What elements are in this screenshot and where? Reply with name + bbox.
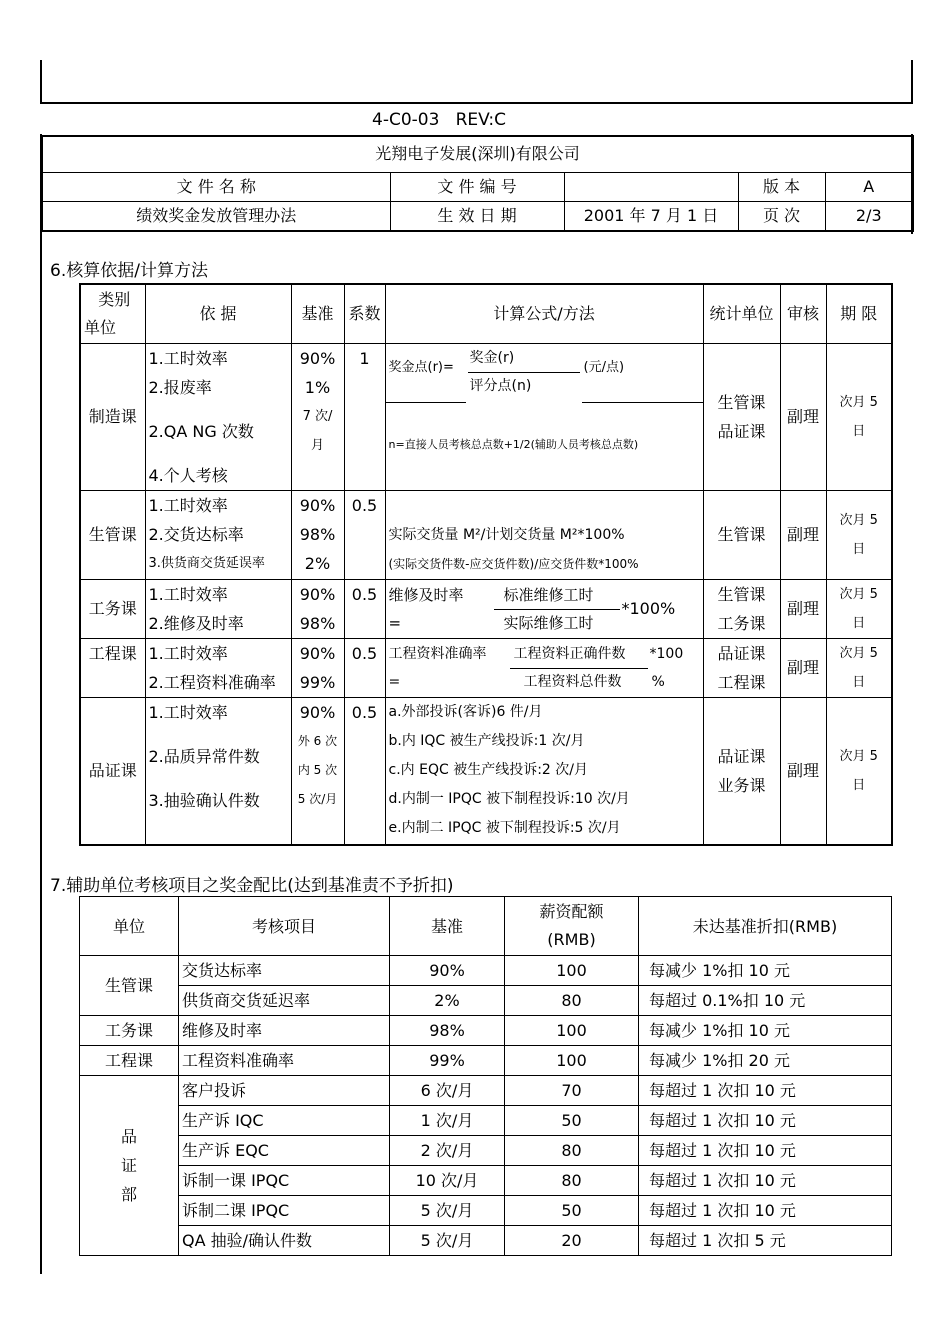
item-cell: 维修及时率 <box>179 1016 390 1046</box>
coef-mfg: 1 <box>344 343 385 490</box>
amount-cell: 80 <box>505 1166 639 1196</box>
category-header <box>80 284 145 343</box>
standard-item: 98% <box>299 525 336 544</box>
basis-item: 1.工时效率 <box>148 584 228 604</box>
stat-pe <box>703 638 780 697</box>
stat-pc: 生管课 <box>703 490 780 579</box>
deduct-cell: 每减少 1%扣 10 元 <box>639 956 892 986</box>
standard-cell: 99% <box>390 1046 505 1076</box>
category-header-top: 类别 <box>98 289 131 309</box>
standard-item: 5 次/月 <box>297 791 338 806</box>
basis-pc <box>145 490 291 579</box>
amount-cell: 100 <box>505 956 639 986</box>
amount-cell: 80 <box>505 1136 639 1166</box>
top-frame-bottom <box>40 102 913 104</box>
unit-pe: 工程课 <box>80 638 145 697</box>
standard-cell: 5 次/月 <box>390 1226 505 1256</box>
unit-char: 部 <box>120 1185 137 1204</box>
review-qa: 副理 <box>780 697 826 845</box>
deduct-cell: 每超过 1 次扣 10 元 <box>639 1106 892 1136</box>
standard-item: 月 <box>310 437 324 453</box>
formula-pe-left1: 工程资料准确率 <box>388 645 487 662</box>
formula-mfg-den: 评分点(n) <box>469 377 532 394</box>
deadline-item: 日 <box>852 541 866 557</box>
standard-cell: 2% <box>390 986 505 1016</box>
stat-unit-header: 统计单位 <box>703 284 780 343</box>
item-cell: 生产诉 IQC <box>179 1106 390 1136</box>
basis-header: 依 据 <box>145 284 291 343</box>
basis-item: 3.抽验确认件数 <box>148 790 260 810</box>
formula-mfg <box>385 343 703 490</box>
stat-item: 品证课 <box>717 421 766 441</box>
file-no-label: 文 件 编 号 <box>390 172 564 201</box>
formula-line: d.内制一 IPQC 被下制程投诉:10 次/月 <box>388 790 630 807</box>
stat-qa <box>703 697 780 845</box>
formula-header: 计算公式/方法 <box>385 284 703 343</box>
file-name-label: 文 件 名 称 <box>42 172 390 201</box>
deduct-cell: 每超过 0.1%扣 10 元 <box>639 986 892 1016</box>
standard-cell: 2 次/月 <box>390 1136 505 1166</box>
formula-line: b.内 IQC 被生产线投诉:1 次/月 <box>388 732 585 749</box>
deadline-item: 日 <box>852 777 866 793</box>
item-cell: 生产诉 EQC <box>179 1136 390 1166</box>
formula-line: a.外部投诉(客诉)6 件/月 <box>388 703 543 720</box>
formula-mfg-note: n=直接人员考核总点数+1/2(辅助人员考核总点数) <box>388 437 639 451</box>
standard-item: 99% <box>299 672 336 692</box>
standard-mfg <box>291 343 344 490</box>
top-frame-left <box>40 60 42 104</box>
basis-item: 2.QA NG 次数 <box>148 421 254 441</box>
group-unit-qa <box>80 1076 179 1256</box>
basis-mfg <box>145 343 291 490</box>
standard-item: 2% <box>304 554 331 573</box>
stat-item: 品证课 <box>717 643 766 663</box>
deduct-cell: 每超过 1 次扣 10 元 <box>639 1166 892 1196</box>
bonus-ratio-table <box>79 896 892 1256</box>
formula-mfg-unit: (元/点) <box>583 359 625 375</box>
deduct-cell: 每超过 1 次扣 10 元 <box>639 1076 892 1106</box>
basis-item: 3.供货商交货延误率 <box>148 556 265 571</box>
standard-cell: 1 次/月 <box>390 1106 505 1136</box>
standard-cell: 98% <box>390 1016 505 1046</box>
stat-item: 生管课 <box>717 392 766 412</box>
formula-eng-num: 标准维修工时 <box>503 585 594 604</box>
review-header: 审核 <box>780 284 826 343</box>
effective-label: 生 效 日 期 <box>390 201 564 231</box>
deadline-item: 次月 5 <box>839 586 878 602</box>
standard-item: 90% <box>299 584 336 604</box>
deadline-eng <box>826 579 892 638</box>
basis-item: 2.工程资料准确率 <box>148 672 276 692</box>
group-unit: 工务课 <box>80 1016 179 1046</box>
deadline-item: 次月 5 <box>839 645 878 661</box>
deadline-item: 次月 5 <box>839 394 878 410</box>
company-name: 光翔电子发展(深圳)有限公司 <box>42 136 913 172</box>
item-cell: 诉制二课 IPQC <box>179 1196 390 1226</box>
coef-pe: 0.5 <box>344 638 385 697</box>
stat-item: 生管课 <box>717 584 766 604</box>
salary-header <box>505 897 639 956</box>
file-no-value <box>564 172 738 201</box>
formula-eng-left1: 维修及时率 <box>388 585 464 604</box>
amount-cell: 20 <box>505 1226 639 1256</box>
basis-item: 1.工时效率 <box>148 643 228 663</box>
deduct-cell: 每减少 1%扣 10 元 <box>639 1016 892 1046</box>
basis-item: 2.维修及时率 <box>148 613 244 633</box>
page-frame-left <box>40 134 42 1274</box>
group-unit: 工程课 <box>80 1046 179 1076</box>
formula-pe-left2: = <box>388 673 401 690</box>
basis-item: 1.工时效率 <box>148 496 228 515</box>
coef-pc: 0.5 <box>344 490 385 579</box>
standard-cell: 90% <box>390 956 505 986</box>
salary-header-line2: (RMB) <box>547 930 596 949</box>
formula-qa <box>385 697 703 845</box>
formula-mfg-left: 奖金点(r)= <box>388 359 454 375</box>
formula-eng-right: *100% <box>621 598 676 618</box>
section-7-title: 7.辅助单位考核项目之奖金配比(达到基准责不予折扣) <box>50 876 454 896</box>
document-header-table <box>41 135 914 232</box>
standard-item: 90% <box>299 702 336 722</box>
standard-cell: 5 次/月 <box>390 1196 505 1226</box>
basis-qa <box>145 697 291 845</box>
item-cell: 交货达标率 <box>179 956 390 986</box>
doc-title: 绩效奖金发放管理办法 <box>42 201 390 231</box>
section-6-title: 6.核算依据/计算方法 <box>50 261 208 281</box>
stat-mfg <box>703 343 780 490</box>
formula-pe-den: 工程资料总件数 <box>523 673 622 690</box>
formula-pc <box>385 490 703 579</box>
unit-char: 品 <box>120 1127 137 1146</box>
standard-pe <box>291 638 344 697</box>
standard-item: 90% <box>299 643 336 663</box>
formula-line: e.内制二 IPQC 被下制程投诉:5 次/月 <box>388 819 621 836</box>
formula-pe <box>385 638 703 697</box>
version-label: 版 本 <box>738 172 825 201</box>
stat-eng <box>703 579 780 638</box>
standard-item: 1% <box>304 377 331 397</box>
review-eng: 副理 <box>780 579 826 638</box>
basis-item: 4.个人考核 <box>148 465 228 485</box>
formula-mfg-num: 奖金(r) <box>469 349 515 366</box>
formula-line: c.内 EQC 被生产线投诉:2 次/月 <box>388 761 588 778</box>
stat-item: 业务课 <box>717 775 766 795</box>
unit-header: 单位 <box>80 897 179 956</box>
deadline-mfg <box>826 343 892 490</box>
basis-item: 2.交货达标率 <box>148 525 244 544</box>
basis-item: 1.工时效率 <box>148 702 228 722</box>
deadline-header: 期 限 <box>826 284 892 343</box>
standard-cell: 6 次/月 <box>390 1076 505 1106</box>
basis-item: 1.工时效率 <box>148 348 228 368</box>
stat-item: 工务课 <box>717 613 766 633</box>
deadline-qa <box>826 697 892 845</box>
review-pe: 副理 <box>780 638 826 697</box>
version-value: A <box>825 172 913 201</box>
page-value: 2/3 <box>825 201 913 231</box>
amount-cell: 100 <box>505 1016 639 1046</box>
standard-item: 90% <box>299 348 336 368</box>
standard-cell: 10 次/月 <box>390 1166 505 1196</box>
deadline-item: 日 <box>852 615 866 631</box>
standard-pc <box>291 490 344 579</box>
deduct-cell: 每超过 1 次扣 5 元 <box>639 1226 892 1256</box>
basis-item: 2.报废率 <box>148 377 212 397</box>
deadline-item: 日 <box>852 674 866 690</box>
formula-pe-num: 工程资料正确件数 <box>513 645 626 662</box>
deduct-header: 未达基准折扣(RMB) <box>639 897 892 956</box>
unit-char: 证 <box>120 1156 137 1175</box>
item-cell: QA 抽验/确认件数 <box>179 1226 390 1256</box>
item-cell: 工程资料准确率 <box>179 1046 390 1076</box>
deadline-item: 次月 5 <box>839 512 878 528</box>
amount-cell: 50 <box>505 1196 639 1226</box>
stat-item: 工程课 <box>717 672 766 692</box>
coef-eng: 0.5 <box>344 579 385 638</box>
basis-eng <box>145 579 291 638</box>
standard-item: 内 5 次 <box>297 762 338 777</box>
standard-header: 基准 <box>390 897 505 956</box>
deadline-pe <box>826 638 892 697</box>
item-cell: 诉制一课 IPQC <box>179 1166 390 1196</box>
standard-header: 基准 <box>291 284 344 343</box>
formula-pe-right1: *100 <box>649 645 684 662</box>
review-mfg: 副理 <box>780 343 826 490</box>
basis-item: 2.品质异常件数 <box>148 746 260 766</box>
basis-pe <box>145 638 291 697</box>
unit-eng: 工务课 <box>80 579 145 638</box>
calc-method-table <box>79 283 893 846</box>
standard-item: 7 次/ <box>302 408 333 424</box>
review-pc: 副理 <box>780 490 826 579</box>
deduct-cell: 每减少 1%扣 20 元 <box>639 1046 892 1076</box>
top-frame-right <box>911 60 913 104</box>
page-label: 页 次 <box>738 201 825 231</box>
amount-cell: 50 <box>505 1106 639 1136</box>
amount-cell: 70 <box>505 1076 639 1106</box>
unit-pc: 生管课 <box>80 490 145 579</box>
deduct-cell: 每超过 1 次扣 10 元 <box>639 1196 892 1226</box>
formula-eng-left2: = <box>388 613 402 632</box>
item-cell: 客户投诉 <box>179 1076 390 1106</box>
formula-line: (实际交货件数-应交货件数)/应交货件数*100% <box>388 556 639 571</box>
coef-header: 系数 <box>344 284 385 343</box>
stat-item: 品证课 <box>717 746 766 766</box>
group-unit: 生管课 <box>80 956 179 1016</box>
doc-code: 4-C0-03 REV:C <box>372 110 507 130</box>
formula-divider-left <box>386 402 466 403</box>
item-header: 考核项目 <box>179 897 390 956</box>
standard-eng <box>291 579 344 638</box>
coef-qa: 0.5 <box>344 697 385 845</box>
deadline-pc <box>826 490 892 579</box>
standard-item: 外 6 次 <box>297 733 338 748</box>
standard-item: 98% <box>299 613 336 633</box>
standard-item: 90% <box>299 496 336 515</box>
deadline-item: 日 <box>852 423 866 439</box>
unit-qa: 品证课 <box>80 697 145 845</box>
fraction-bar <box>468 372 580 373</box>
formula-eng <box>385 579 703 638</box>
formula-line: 实际交货量 M²/计划交货量 M²*100% <box>388 526 625 543</box>
effective-value: 2001 年 7 月 1 日 <box>564 201 738 231</box>
amount-cell: 80 <box>505 986 639 1016</box>
deadline-item: 次月 5 <box>839 748 878 764</box>
formula-eng-den: 实际维修工时 <box>503 613 594 632</box>
standard-qa <box>291 697 344 845</box>
item-cell: 供货商交货延迟率 <box>179 986 390 1016</box>
deduct-cell: 每超过 1 次扣 10 元 <box>639 1136 892 1166</box>
category-header-bottom: 单位 <box>84 317 117 337</box>
amount-cell: 100 <box>505 1046 639 1076</box>
salary-header-line1: 薪资配额 <box>539 902 604 921</box>
unit-mfg: 制造课 <box>80 343 145 490</box>
formula-divider-right <box>582 402 704 403</box>
formula-pe-right2: % <box>651 673 665 690</box>
